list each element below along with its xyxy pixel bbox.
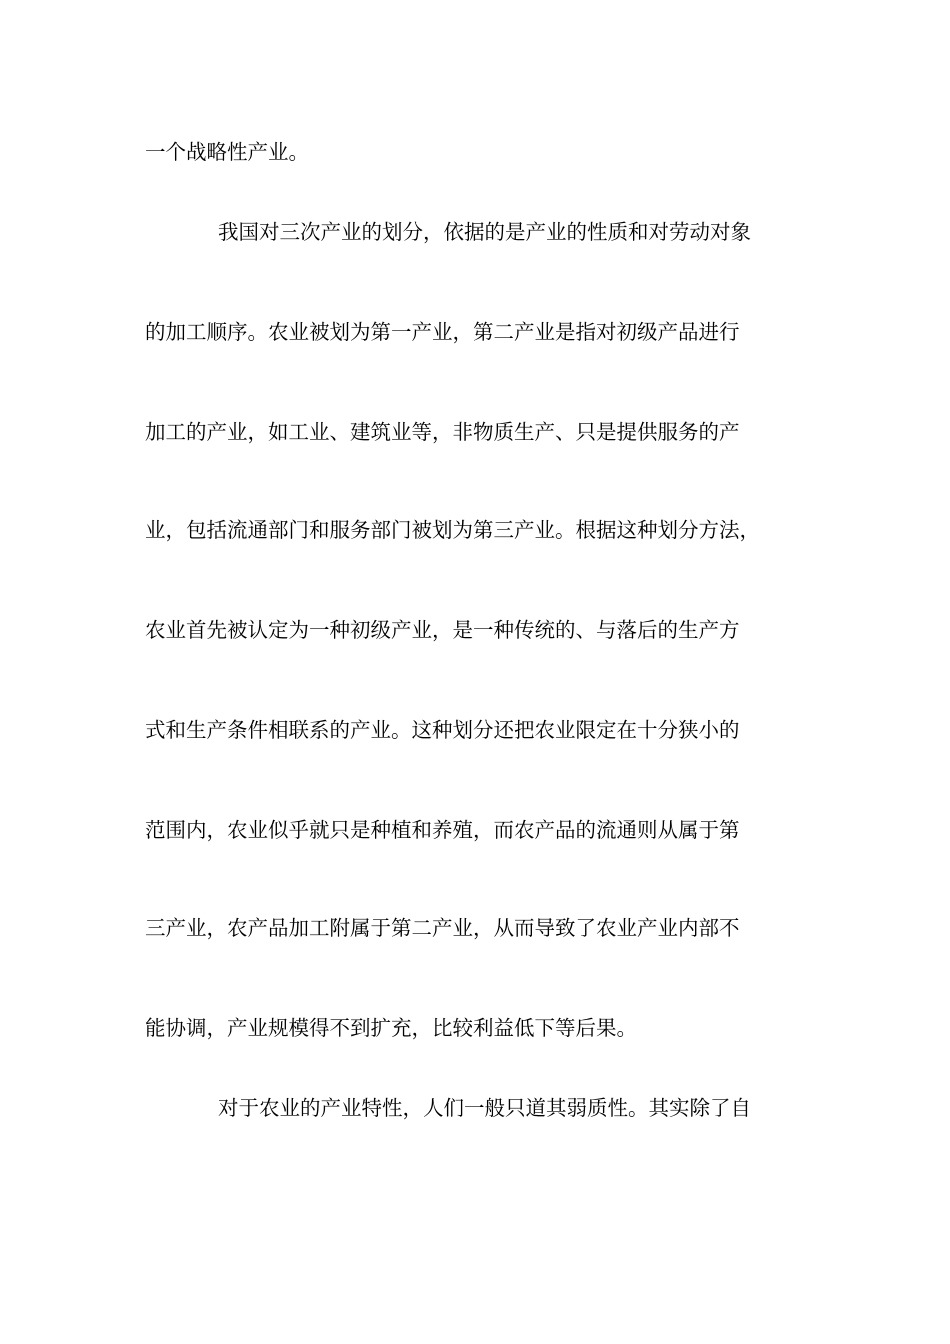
text-line-5: 业，包括流通部门和服务部门被划为第三产业。根据这种划分方法， xyxy=(145,518,760,542)
text-line-4: 加工的产业，如工业、建筑业等，非物质生产、只是提供服务的产 xyxy=(145,420,740,444)
text-line-8: 范围内，农业似乎就只是种植和养殖，而农产品的流通则从属于第 xyxy=(145,818,740,842)
text-line-9: 三产业，农产品加工附属于第二产业，从而导致了农业产业内部不 xyxy=(145,916,740,940)
text-line-1: 一个战略性产业。 xyxy=(145,140,309,164)
text-line-7: 式和生产条件相联系的产业。这种划分还把农业限定在十分狭小的 xyxy=(145,718,740,742)
text-line-2: 我国对三次产业的划分，依据的是产业的性质和对劳动对象 xyxy=(218,220,751,244)
text-line-3: 的加工顺序。农业被划为第一产业，第二产业是指对初级产品进行 xyxy=(145,320,740,344)
text-line-10: 能协调，产业规模得不到扩充，比较利益低下等后果。 xyxy=(145,1016,637,1040)
text-line-6: 农业首先被认定为一种初级产业，是一种传统的、与落后的生产方 xyxy=(145,618,740,642)
text-line-11: 对于农业的产业特性，人们一般只道其弱质性。其实除了自 xyxy=(218,1096,751,1120)
